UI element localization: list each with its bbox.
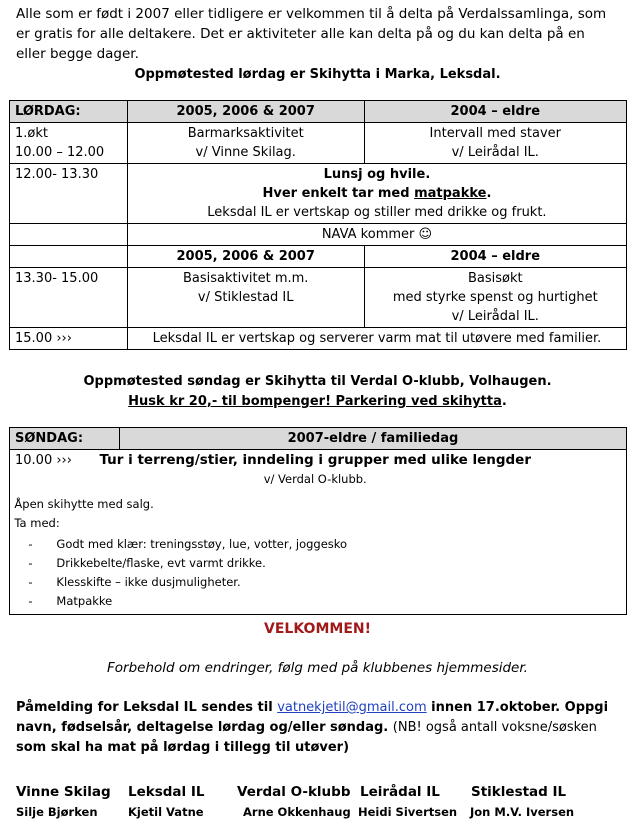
contact-person: Kjetil Vatne	[128, 805, 204, 819]
time-cell: 13.30- 15.00	[10, 268, 128, 328]
intro-line: eller begge dager.	[16, 46, 139, 62]
intro-line: Alle som er født i 2007 eller tidligere er velkommen til å delta på Verdalssamlinga, som	[16, 6, 607, 22]
registration-line: som skal ha mat på lørdag i tillegg til utøver)	[16, 740, 350, 755]
list-item: - Matpakke	[28, 594, 113, 608]
time-cell	[10, 123, 128, 164]
registration-pre: Påmelding for Leksdal IL sendes til	[16, 700, 278, 715]
list-item-text: Klesskifte – ikke dusjmuligheter.	[56, 575, 241, 589]
sunday-note-underlined: Husk kr 20,- til bompenger! Parkering ved skihytta	[128, 394, 502, 409]
group-header-old: 2004 – eldre	[364, 246, 626, 268]
activity-host: v/ Vinne Skilag.	[195, 145, 296, 160]
group-header-row	[10, 246, 627, 268]
list-item-text: Drikkebelte/flaske, evt varmt drikke.	[56, 556, 266, 570]
activity-host: v/ Leirådal IL.	[451, 309, 539, 324]
schedule-row	[10, 450, 627, 615]
welcome-heading: VELKOMMEN!	[264, 621, 371, 637]
activity-cell	[364, 268, 626, 328]
lunch-note	[133, 184, 621, 203]
sunday-bring-label: Ta med:	[14, 516, 60, 530]
contact-person: Arne Okkenhaug	[243, 805, 351, 819]
activity-cell	[364, 123, 626, 164]
group-header-young: 2005, 2006 & 2007	[127, 246, 364, 268]
time-cell: 10.00 ›››	[10, 450, 120, 615]
list-item: - Drikkebelte/flaske, evt varmt drikke.	[28, 556, 266, 570]
sunday-meeting-place: Oppmøtested søndag er Skihytta til Verdal O-klubb, Volhaugen.	[83, 374, 552, 389]
sunday-note	[0, 394, 635, 409]
list-item-text: Godt med klær: treningsstøy, lue, votter, joggesko	[56, 537, 348, 551]
intro-line: er gratis for alle deltakere. Det er aktiviteter alle kan delta på og du kan delta på en	[16, 26, 585, 42]
registration-post: innen 17.oktober. Oppgi	[426, 700, 609, 715]
activity-detail: med styrke spenst og hurtighet	[392, 290, 598, 305]
time-text: 10.00 – 12.00	[15, 145, 105, 160]
time-cell: 12.00- 13.30	[10, 164, 128, 224]
disclaimer: Forbehold om endringer, følg med på klubbenes hjemmesider.	[107, 660, 528, 676]
list-item: - Godt med klær: treningsstøy, lue, votter, joggesko	[28, 537, 348, 551]
registration-line	[16, 698, 628, 718]
empty-time-cell	[10, 246, 128, 268]
contact-person: Silje Bjørken	[16, 805, 98, 819]
activity-cell	[127, 123, 364, 164]
sunday-day-header: SØNDAG:	[10, 428, 120, 450]
schedule-row	[10, 328, 627, 350]
activity-text: Basisaktivitet m.m.	[182, 271, 309, 286]
contact-person: Heidi Sivertsen	[358, 805, 458, 819]
group-header-old: 2004 – eldre	[364, 101, 626, 123]
lunch-note-text: Hver enkelt tar med	[262, 186, 415, 201]
empty-time-cell	[10, 224, 128, 246]
contact-club: Stiklestad IL	[471, 784, 567, 800]
schedule-row	[10, 224, 627, 246]
lunch-host: Leksdal IL er vertskap og stiller med drikke og frukt.	[207, 205, 547, 220]
email-link[interactable]: vatnekjetil@gmail.com	[277, 700, 427, 715]
nava-cell: NAVA kommer ☺	[127, 224, 626, 246]
lunch-note-underlined: matpakke	[414, 186, 487, 201]
sunday-line: Åpen skihytte med salg.	[14, 497, 154, 511]
contact-club: Verdal O-klubb	[237, 784, 351, 800]
lunch-note-end: .	[486, 186, 492, 201]
schedule-row	[10, 123, 627, 164]
saturday-schedule-table	[9, 100, 627, 350]
contact-club: Leirådal IL	[360, 784, 440, 800]
lunch-title: Lunsj og hvile.	[323, 167, 431, 182]
sunday-header-row	[10, 428, 627, 450]
list-item: - Klesskifte – ikke dusjmuligheter.	[28, 575, 241, 589]
registration-line	[16, 718, 628, 738]
bring-list	[9, 535, 621, 611]
schedule-row	[10, 164, 627, 224]
sunday-schedule-table	[9, 427, 627, 615]
activity-host: v/ Stiklestad IL	[197, 290, 294, 305]
registration-details: navn, fødselsår, deltagelse lørdag og/eller søndag.	[16, 720, 393, 735]
sunday-note-end: .	[501, 394, 507, 409]
list-item-text: Matpakke	[56, 594, 113, 608]
dinner-cell: Leksdal IL er vertskap og serverer varm mat til utøvere med familier.	[127, 328, 626, 350]
registration-note: (NB! også antall voksne/søsken	[392, 720, 597, 735]
saturday-day-header: LØRDAG:	[10, 101, 128, 123]
contact-club: Vinne Skilag	[16, 784, 111, 800]
lunch-cell	[127, 164, 626, 224]
saturday-meeting-place: Oppmøtested lørdag er Skihytta i Marka, Leksdal.	[134, 67, 501, 82]
activity-host: v/ Leirådal IL.	[451, 145, 539, 160]
time-cell: 15.00 ›››	[10, 328, 128, 350]
intro-text	[16, 4, 628, 64]
group-header-young: 2005, 2006 & 2007	[127, 101, 364, 123]
activity-text: Intervall med staver	[429, 126, 561, 141]
sunday-host: v/ Verdal O-klubb.	[263, 472, 367, 486]
saturday-header-row	[10, 101, 627, 123]
contact-person: Jon M.V. Iversen	[470, 805, 575, 819]
contact-club: Leksdal IL	[128, 784, 205, 800]
session-label: 1.økt	[15, 126, 48, 141]
activity-cell	[127, 268, 364, 328]
sunday-group-header: 2007-eldre / familiedag	[119, 428, 626, 450]
activity-text: Basisøkt	[467, 271, 523, 286]
schedule-row	[10, 268, 627, 328]
activity-text: Barmarksaktivitet	[187, 126, 304, 141]
sunday-title: Tur i terreng/stier, inndeling i grupper med ulike lengder	[99, 452, 531, 468]
registration-text	[16, 698, 628, 758]
